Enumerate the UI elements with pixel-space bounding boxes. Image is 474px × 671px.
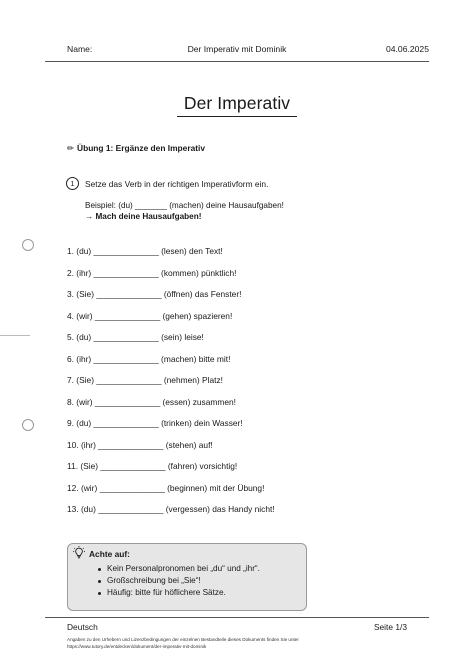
exercise-item: 1. (du) ______________ (lesen) den Text! — [67, 246, 223, 256]
tip-item: Häufig: bitte für höflichere Sätze. — [107, 588, 226, 597]
exercise-item: 2. (ihr) ______________ (kommen) pünktlich! — [67, 268, 237, 278]
punch-hole-top — [22, 239, 34, 251]
bullet — [98, 580, 101, 583]
exercise-item: 6. (ihr) ______________ (machen) bitte mit! — [67, 354, 231, 364]
exercise-item: 7. (Sie) ______________ (nehmen) Platz! — [67, 375, 223, 385]
page-title-text: Der Imperativ — [177, 93, 297, 117]
exercise-item: 13. (du) ______________ (vergessen) das Handy nicht! — [67, 504, 275, 514]
exercise-title — [67, 143, 205, 153]
exercise-example-answer: → Mach deine Hausaufgaben! — [85, 212, 202, 221]
legal-url[interactable]: https://www.tutory.de/entdecken/dokument/der-imperativ-mit-dominik — [67, 644, 207, 649]
tip-title: Achte auf: — [89, 549, 130, 559]
exercise-item: 4. (wir) ______________ (gehen) spazieren! — [67, 311, 233, 321]
exercise-item: 8. (wir) ______________ (essen) zusammen! — [67, 397, 236, 407]
bullet — [98, 568, 101, 571]
tip-item: Großschreibung bei „Sie“! — [107, 576, 201, 585]
footer-subject: Deutsch — [67, 622, 98, 632]
legal-notice: Angaben zu den Urhebern und Lizenzbedingungen der einzelnen Bestandteile dieses Dokuments finden Sie unter — [67, 637, 299, 642]
exercise-number-badge: 1 — [66, 177, 79, 190]
exercise-item: 9. (du) ______________ (trinken) dein Wasser! — [67, 418, 243, 428]
date: 04.06.2025 — [385, 44, 429, 54]
page-title — [0, 93, 474, 117]
document-title: Der Imperativ mit Dominik — [187, 44, 287, 54]
lightbulb-icon — [73, 546, 85, 564]
exercise-item: 12. (wir) ______________ (beginnen) mit der Übung! — [67, 483, 265, 493]
name-label: Name: — [67, 44, 93, 54]
exercise-item: 3. (Sie) ______________ (öffnen) das Fenster! — [67, 289, 242, 299]
bullet — [98, 592, 101, 595]
fold-mark — [0, 335, 30, 336]
page-number: Seite 1/3 — [373, 622, 407, 632]
exercise-example: Beispiel: (du) _______ (machen) deine Hausaufgaben! — [85, 201, 284, 210]
tip-item: Kein Personalpronomen bei „du“ und „ihr“. — [107, 564, 260, 573]
exercise-item: 5. (du) ______________ (sein) leise! — [67, 332, 204, 342]
exercise-instruction: Setze das Verb in der richtigen Imperativform ein. — [85, 179, 269, 189]
exercise-item: 11. (Sie) ______________ (fahren) vorsichtig! — [67, 461, 238, 471]
footer-divider — [45, 617, 429, 618]
header-divider — [45, 61, 429, 62]
pencil-icon: ✏ — [67, 143, 75, 153]
exercise-item: 10. (ihr) ______________ (stehen) auf! — [67, 440, 213, 450]
exercise-title-text: Übung 1: Ergänze den Imperativ — [77, 143, 206, 153]
punch-hole-bottom — [22, 419, 34, 431]
